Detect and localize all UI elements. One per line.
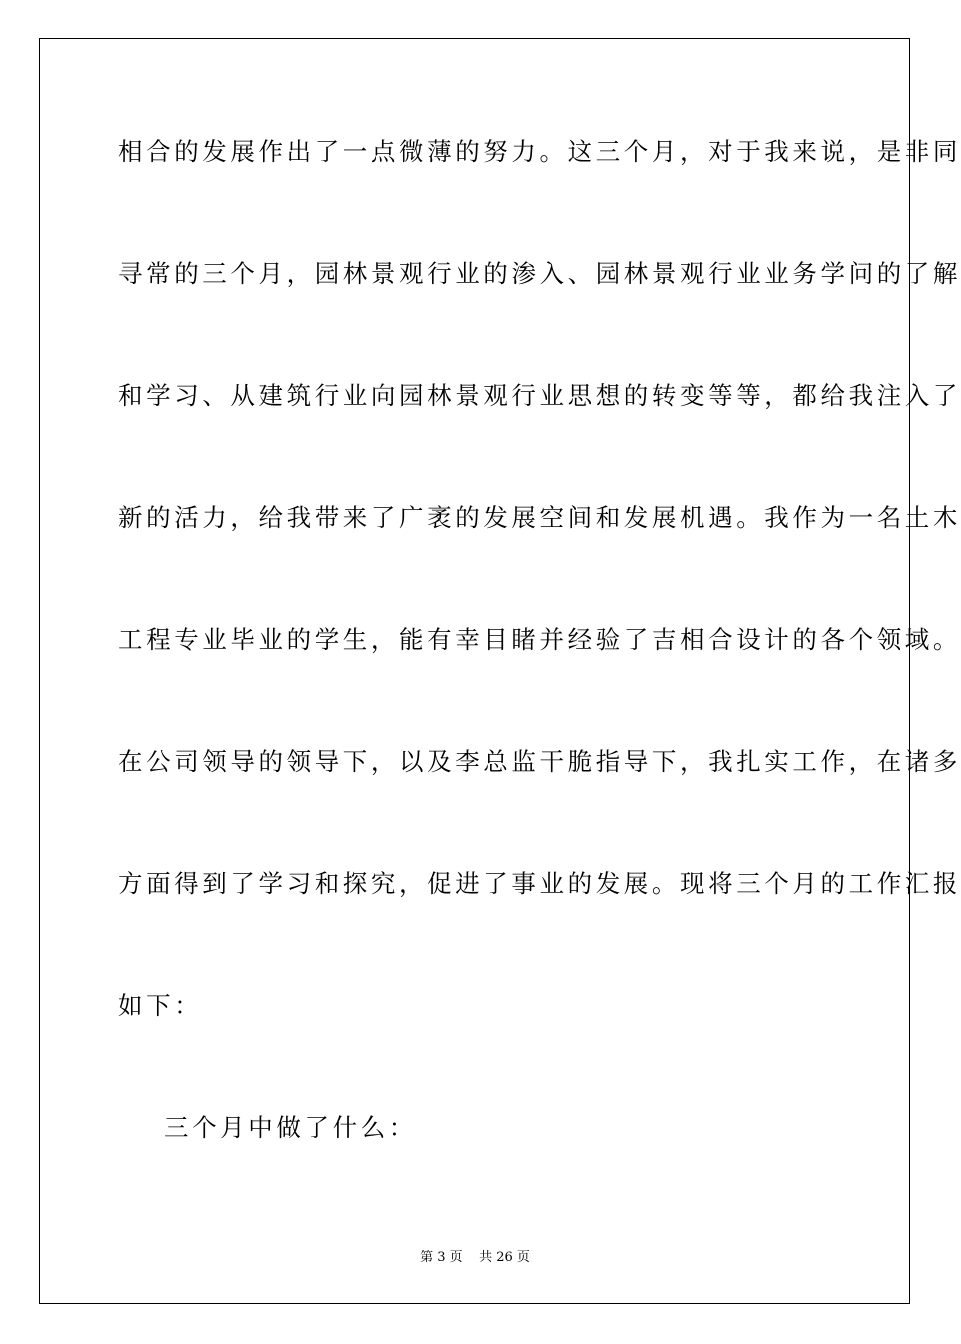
- body-text-line: 相合的发展作出了一点微薄的努力。这三个月，对于我来说，是非同: [118, 137, 961, 166]
- body-text-line: 在公司领导的领导下，以及李总监干脆指导下，我扎实工作，在诸多: [118, 747, 961, 776]
- body-text-line: 寻常的三个月，园林景观行业的渗入、园林景观行业业务学问的了解: [118, 259, 961, 288]
- body-text-line: 如下：: [118, 991, 203, 1020]
- page-number-footer: 第 3 页 共 26 页: [420, 1250, 530, 1265]
- body-text-line: 方面得到了学习和探究，促进了事业的发展。现将三个月的工作汇报: [118, 869, 961, 898]
- body-text-line: 工程专业毕业的学生，能有幸目睹并经验了吉相合设计的各个领域。: [118, 625, 961, 654]
- body-text-line: 和学习、从建筑行业向园林景观行业思想的转变等等，都给我注入了: [118, 381, 961, 410]
- section-heading: 三个月中做了什么：: [164, 1113, 417, 1142]
- body-text-line: 新的活力，给我带来了广袤的发展空间和发展机遇。我作为一名土木: [118, 503, 961, 532]
